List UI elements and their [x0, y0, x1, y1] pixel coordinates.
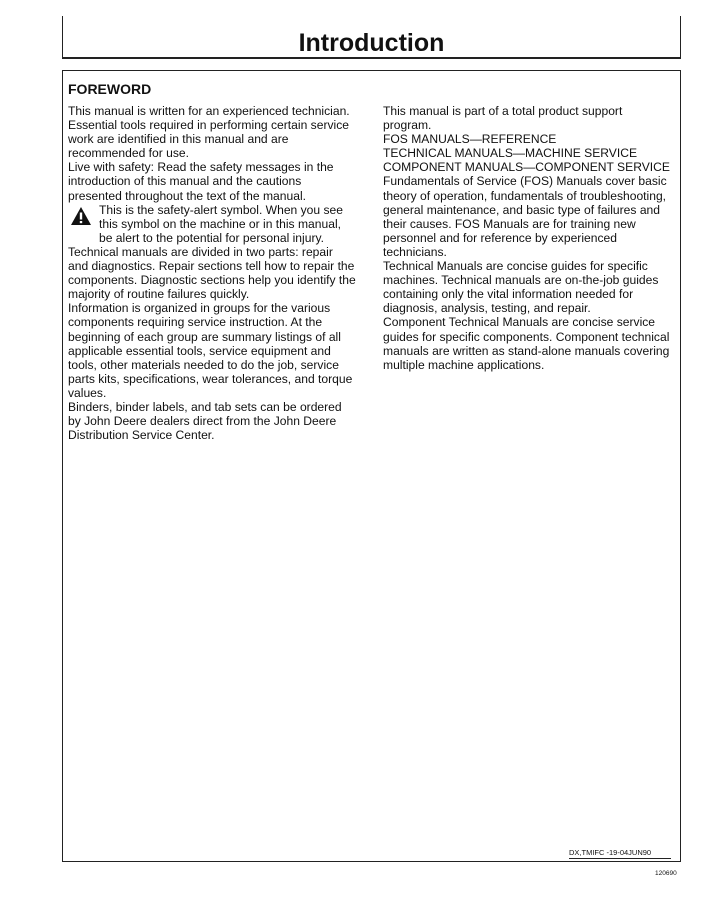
text-line: beginning of each group are summary listings of all	[68, 329, 341, 344]
text-line: technicians.	[383, 244, 447, 259]
text-line: components requiring service instruction. At the	[68, 315, 323, 330]
warning-line: this symbol on the machine or in this manual,	[99, 216, 341, 231]
section-heading: FOREWORD	[68, 81, 152, 97]
text-line: personnel and for reference by experienced	[383, 230, 617, 245]
text-line: diagnosis, analysis, testing, and repair.	[383, 301, 591, 316]
text-line: multiple machine applications.	[383, 357, 545, 372]
text-line: program.	[383, 118, 432, 133]
text-line: recommended for use.	[68, 146, 189, 161]
text-line: TECHNICAL MANUALS—MACHINE SERVICE	[383, 146, 638, 161]
text-line: Essential tools required in performing certain service	[68, 118, 349, 133]
text-line: Information is organized in groups for the various	[68, 301, 331, 316]
text-line: tools, other materials needed to do the job, service	[68, 357, 339, 372]
text-line: Technical Manuals are concise guides for specific	[383, 259, 648, 274]
text-line: COMPONENT MANUALS—COMPONENT SERVICE	[383, 160, 670, 175]
text-line: Live with safety: Read the safety messages in the	[68, 160, 334, 175]
text-line: work are identified in this manual and are	[68, 132, 289, 147]
text-line: by John Deere dealers direct from the John Deere	[68, 414, 337, 429]
image-number: 120690	[655, 870, 677, 877]
text-line: Binders, binder labels, and tab sets can be ordered	[68, 399, 342, 414]
text-line: general maintenance, and basic type of failures and	[383, 202, 660, 217]
safety-alert-icon	[70, 206, 92, 226]
left-column	[68, 104, 360, 442]
section-frame-bottom	[62, 861, 681, 862]
text-line: presented throughout the text of the manual.	[68, 188, 307, 203]
text-line: This manual is written for an experienced technician.	[68, 104, 350, 118]
section-frame-left	[62, 70, 63, 862]
text-line: machines. Technical manuals are on-the-job guides	[383, 273, 659, 288]
text-line: manuals are written as stand-alone manuals covering	[383, 343, 670, 358]
text-line: Fundamentals of Service (FOS) Manuals cover basic	[383, 174, 667, 189]
text-line: This manual is part of a total product support	[383, 104, 623, 118]
text-line: Component Technical Manuals are concise service	[383, 315, 656, 330]
text-line: theory of operation, fundamentals of troubleshooting,	[383, 188, 667, 203]
page-title: Introduction	[298, 29, 445, 57]
text-line: components. Diagnostic sections help you identify the	[68, 273, 356, 288]
text-line: majority of routine failures quickly.	[68, 287, 250, 302]
text-line: Distribution Service Center.	[68, 428, 215, 443]
text-line: guides for specific components. Component technical	[383, 329, 670, 344]
text-line: FOS MANUALS—REFERENCE	[383, 132, 557, 147]
warning-line: be alert to the potential for personal injury.	[99, 230, 324, 245]
document-code-rule	[569, 858, 671, 859]
text-line: their causes. FOS Manuals are for training new	[383, 216, 636, 231]
right-column	[383, 104, 675, 372]
safety-alert-block	[68, 203, 360, 245]
text-line: applicable essential tools, service equipment and	[68, 343, 331, 358]
text-line: values.	[68, 385, 107, 400]
warning-line: This is the safety-alert symbol. When you see	[99, 202, 343, 217]
section-frame-right	[680, 70, 681, 862]
text-line: and diagnostics. Repair sections tell how to repair the	[68, 259, 355, 274]
text-line: containing only the vital information needed for	[383, 287, 634, 302]
text-line: parts kits, specifications, wear tolerances, and torque	[68, 371, 353, 386]
header-bottom-rule	[62, 57, 681, 59]
text-line: introduction of this manual and the cautions	[68, 174, 302, 189]
text-line: Technical manuals are divided in two parts: repair	[68, 244, 333, 259]
section-frame-top	[62, 70, 681, 71]
document-code: DX,TMIFC -19-04JUN90	[569, 848, 652, 857]
